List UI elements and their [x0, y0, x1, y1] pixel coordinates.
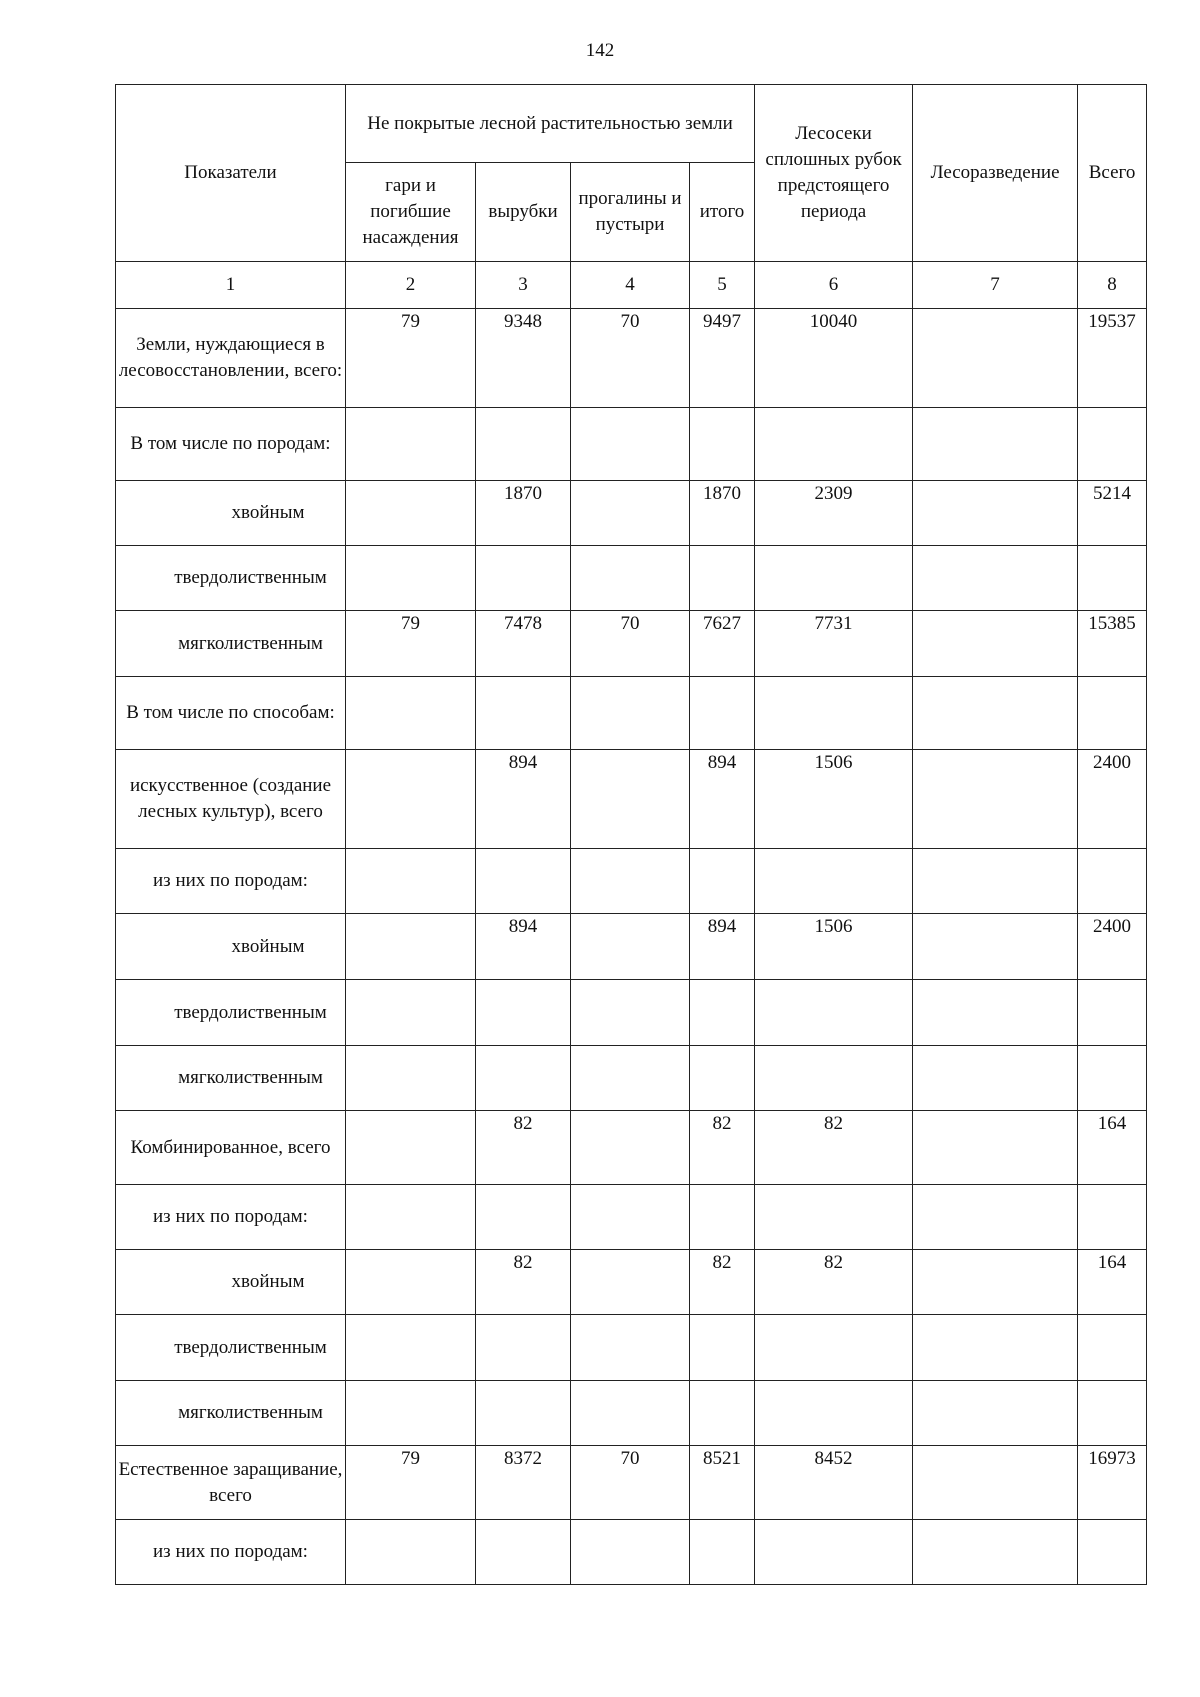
cell-total [1078, 1381, 1147, 1446]
cell-clearcut: 2309 [755, 481, 913, 546]
column-number: 8 [1078, 262, 1147, 309]
cell-glades [571, 1111, 690, 1185]
column-number: 5 [690, 262, 755, 309]
table-row [116, 1315, 1147, 1381]
table-row [116, 1250, 1147, 1315]
cell-burned [346, 408, 476, 481]
cell-cuttings [476, 849, 571, 914]
cell-total: 5214 [1078, 481, 1147, 546]
cell-clearcut [755, 1046, 913, 1111]
cell-cuttings: 7478 [476, 611, 571, 677]
table-row [116, 1520, 1147, 1585]
row-label: Земли, нуждающиеся в лесовосстановлении, всего: [116, 309, 346, 408]
cell-glades [571, 408, 690, 481]
column-number: 7 [913, 262, 1078, 309]
row-label: Естественное заращивание, всего [116, 1446, 346, 1520]
cell-burned [346, 1315, 476, 1381]
cell-subtotal [690, 1381, 755, 1446]
cell-total: 164 [1078, 1111, 1147, 1185]
cell-afforestation [913, 1381, 1078, 1446]
row-label: В том числе по способам: [116, 677, 346, 750]
cell-subtotal: 894 [690, 914, 755, 980]
column-numbers-row [116, 262, 1147, 309]
row-label: В том числе по породам: [116, 408, 346, 481]
cell-burned [346, 1111, 476, 1185]
cell-cuttings: 9348 [476, 309, 571, 408]
header-subtotal: итого [690, 163, 755, 262]
row-label-text: мягколиственным [178, 632, 323, 654]
cell-total [1078, 980, 1147, 1046]
cell-subtotal: 7627 [690, 611, 755, 677]
header-total: Всего [1078, 85, 1147, 262]
header-cuttings: вырубки [476, 163, 571, 262]
cell-afforestation [913, 1046, 1078, 1111]
cell-cuttings: 894 [476, 914, 571, 980]
column-number: 2 [346, 262, 476, 309]
cell-afforestation [913, 611, 1078, 677]
cell-glades [571, 546, 690, 611]
cell-afforestation [913, 914, 1078, 980]
cell-total [1078, 546, 1147, 611]
cell-burned [346, 980, 476, 1046]
cell-total: 2400 [1078, 914, 1147, 980]
cell-afforestation [913, 546, 1078, 611]
row-label [116, 1250, 346, 1315]
table-row [116, 750, 1147, 849]
table-row [116, 546, 1147, 611]
cell-burned [346, 750, 476, 849]
cell-cuttings [476, 1315, 571, 1381]
table-row [116, 309, 1147, 408]
cell-glades [571, 849, 690, 914]
row-label [116, 914, 346, 980]
cell-afforestation [913, 750, 1078, 849]
cell-clearcut: 1506 [755, 750, 913, 849]
table-row [116, 1446, 1147, 1520]
row-label-text: хвойным [231, 935, 305, 957]
row-label-text: мягколиственным [178, 1067, 323, 1088]
row-label-text: твердолиственным [174, 567, 327, 588]
row-label: из них по породам: [116, 1185, 346, 1250]
cell-total [1078, 849, 1147, 914]
cell-subtotal: 82 [690, 1250, 755, 1315]
cell-burned [346, 1520, 476, 1585]
row-label: Комбинированное, всего [116, 1111, 346, 1185]
cell-cuttings: 82 [476, 1250, 571, 1315]
header-not-covered-group: Не покрытые лесной растительностью земли [346, 85, 755, 163]
cell-clearcut: 1506 [755, 914, 913, 980]
row-label-text: хвойным [231, 1271, 305, 1292]
table-row [116, 1381, 1147, 1446]
cell-total [1078, 1046, 1147, 1111]
cell-clearcut [755, 980, 913, 1046]
cell-afforestation [913, 408, 1078, 481]
cell-glades [571, 1520, 690, 1585]
table-row [116, 408, 1147, 481]
cell-subtotal [690, 546, 755, 611]
cell-afforestation [913, 481, 1078, 546]
table-row [116, 1111, 1147, 1185]
row-label-text: твердолиственным [174, 1001, 327, 1023]
row-label-text: хвойным [231, 502, 305, 523]
cell-cuttings [476, 408, 571, 481]
cell-afforestation [913, 849, 1078, 914]
cell-glades [571, 1046, 690, 1111]
cell-burned [346, 677, 476, 750]
column-number: 3 [476, 262, 571, 309]
table-row [116, 849, 1147, 914]
cell-subtotal: 8521 [690, 1446, 755, 1520]
row-label [116, 611, 346, 677]
cell-subtotal [690, 1315, 755, 1381]
row-label: из них по породам: [116, 1520, 346, 1585]
cell-total [1078, 677, 1147, 750]
cell-afforestation [913, 677, 1078, 750]
cell-total [1078, 408, 1147, 481]
cell-glades [571, 1315, 690, 1381]
cell-total: 19537 [1078, 309, 1147, 408]
cell-total [1078, 1315, 1147, 1381]
cell-burned [346, 1381, 476, 1446]
cell-burned: 79 [346, 1446, 476, 1520]
cell-afforestation [913, 1111, 1078, 1185]
cell-afforestation [913, 309, 1078, 408]
cell-glades: 70 [571, 611, 690, 677]
cell-burned: 79 [346, 611, 476, 677]
cell-clearcut: 82 [755, 1250, 913, 1315]
column-number: 1 [116, 262, 346, 309]
row-label [116, 481, 346, 546]
cell-clearcut: 8452 [755, 1446, 913, 1520]
cell-glades [571, 1381, 690, 1446]
row-label [116, 1315, 346, 1381]
cell-glades: 70 [571, 309, 690, 408]
column-number: 6 [755, 262, 913, 309]
cell-afforestation [913, 1520, 1078, 1585]
cell-afforestation [913, 1185, 1078, 1250]
row-label [116, 1381, 346, 1446]
cell-subtotal: 1870 [690, 481, 755, 546]
table-row [116, 980, 1147, 1046]
cell-glades [571, 1185, 690, 1250]
cell-glades [571, 750, 690, 849]
cell-cuttings: 82 [476, 1111, 571, 1185]
header-afforestation: Лесоразведение [913, 85, 1078, 262]
cell-subtotal: 82 [690, 1111, 755, 1185]
cell-clearcut [755, 677, 913, 750]
cell-glades [571, 914, 690, 980]
cell-total [1078, 1185, 1147, 1250]
cell-burned [346, 481, 476, 546]
forest-regeneration-table [115, 84, 1147, 1585]
cell-burned [346, 1046, 476, 1111]
cell-total: 16973 [1078, 1446, 1147, 1520]
cell-afforestation [913, 1250, 1078, 1315]
cell-cuttings [476, 1185, 571, 1250]
row-label-text: твердолиственным [174, 1336, 327, 1358]
cell-total: 15385 [1078, 611, 1147, 677]
cell-burned [346, 546, 476, 611]
cell-clearcut: 10040 [755, 309, 913, 408]
header-glades: прогалины и пустыри [571, 163, 690, 262]
table-row [116, 1185, 1147, 1250]
cell-cuttings [476, 1381, 571, 1446]
cell-clearcut: 82 [755, 1111, 913, 1185]
row-label: искусственное (создание лесных культур), всего [116, 750, 346, 849]
table-row [116, 914, 1147, 980]
row-label [116, 546, 346, 611]
header-clearcut-areas: Лесосеки сплошных рубок предстоящего периода [755, 85, 913, 262]
cell-subtotal [690, 408, 755, 481]
header-indicators: Показатели [116, 85, 346, 262]
cell-cuttings: 1870 [476, 481, 571, 546]
cell-subtotal [690, 1185, 755, 1250]
cell-clearcut [755, 546, 913, 611]
cell-subtotal [690, 1046, 755, 1111]
cell-clearcut [755, 1185, 913, 1250]
cell-cuttings [476, 980, 571, 1046]
cell-glades: 70 [571, 1446, 690, 1520]
cell-subtotal [690, 677, 755, 750]
cell-clearcut [755, 1315, 913, 1381]
cell-cuttings [476, 1046, 571, 1111]
cell-cuttings: 8372 [476, 1446, 571, 1520]
cell-clearcut [755, 849, 913, 914]
cell-clearcut: 7731 [755, 611, 913, 677]
cell-subtotal [690, 1520, 755, 1585]
cell-cuttings [476, 1520, 571, 1585]
cell-afforestation [913, 1315, 1078, 1381]
cell-subtotal [690, 849, 755, 914]
table-row [116, 677, 1147, 750]
cell-afforestation [913, 980, 1078, 1046]
cell-burned [346, 849, 476, 914]
cell-cuttings: 894 [476, 750, 571, 849]
cell-cuttings [476, 677, 571, 750]
cell-total: 2400 [1078, 750, 1147, 849]
row-label [116, 1046, 346, 1111]
table-row [116, 1046, 1147, 1111]
cell-glades [571, 677, 690, 750]
row-label: из них по породам: [116, 849, 346, 914]
row-label-text: мягколиственным [178, 1402, 323, 1423]
cell-clearcut [755, 1520, 913, 1585]
cell-glades [571, 980, 690, 1046]
cell-cuttings [476, 546, 571, 611]
cell-burned: 79 [346, 309, 476, 408]
column-number: 4 [571, 262, 690, 309]
cell-burned [346, 914, 476, 980]
cell-total [1078, 1520, 1147, 1585]
cell-burned [346, 1185, 476, 1250]
page-number: 142 [585, 40, 615, 61]
table-row [116, 611, 1147, 677]
cell-afforestation [913, 1446, 1078, 1520]
cell-subtotal: 9497 [690, 309, 755, 408]
cell-glades [571, 481, 690, 546]
cell-clearcut [755, 408, 913, 481]
cell-clearcut [755, 1381, 913, 1446]
table-row [116, 481, 1147, 546]
cell-glades [571, 1250, 690, 1315]
row-label [116, 980, 346, 1046]
cell-subtotal: 894 [690, 750, 755, 849]
cell-burned [346, 1250, 476, 1315]
cell-subtotal [690, 980, 755, 1046]
header-burned: гари и погибшие насаждения [346, 163, 476, 262]
cell-total: 164 [1078, 1250, 1147, 1315]
